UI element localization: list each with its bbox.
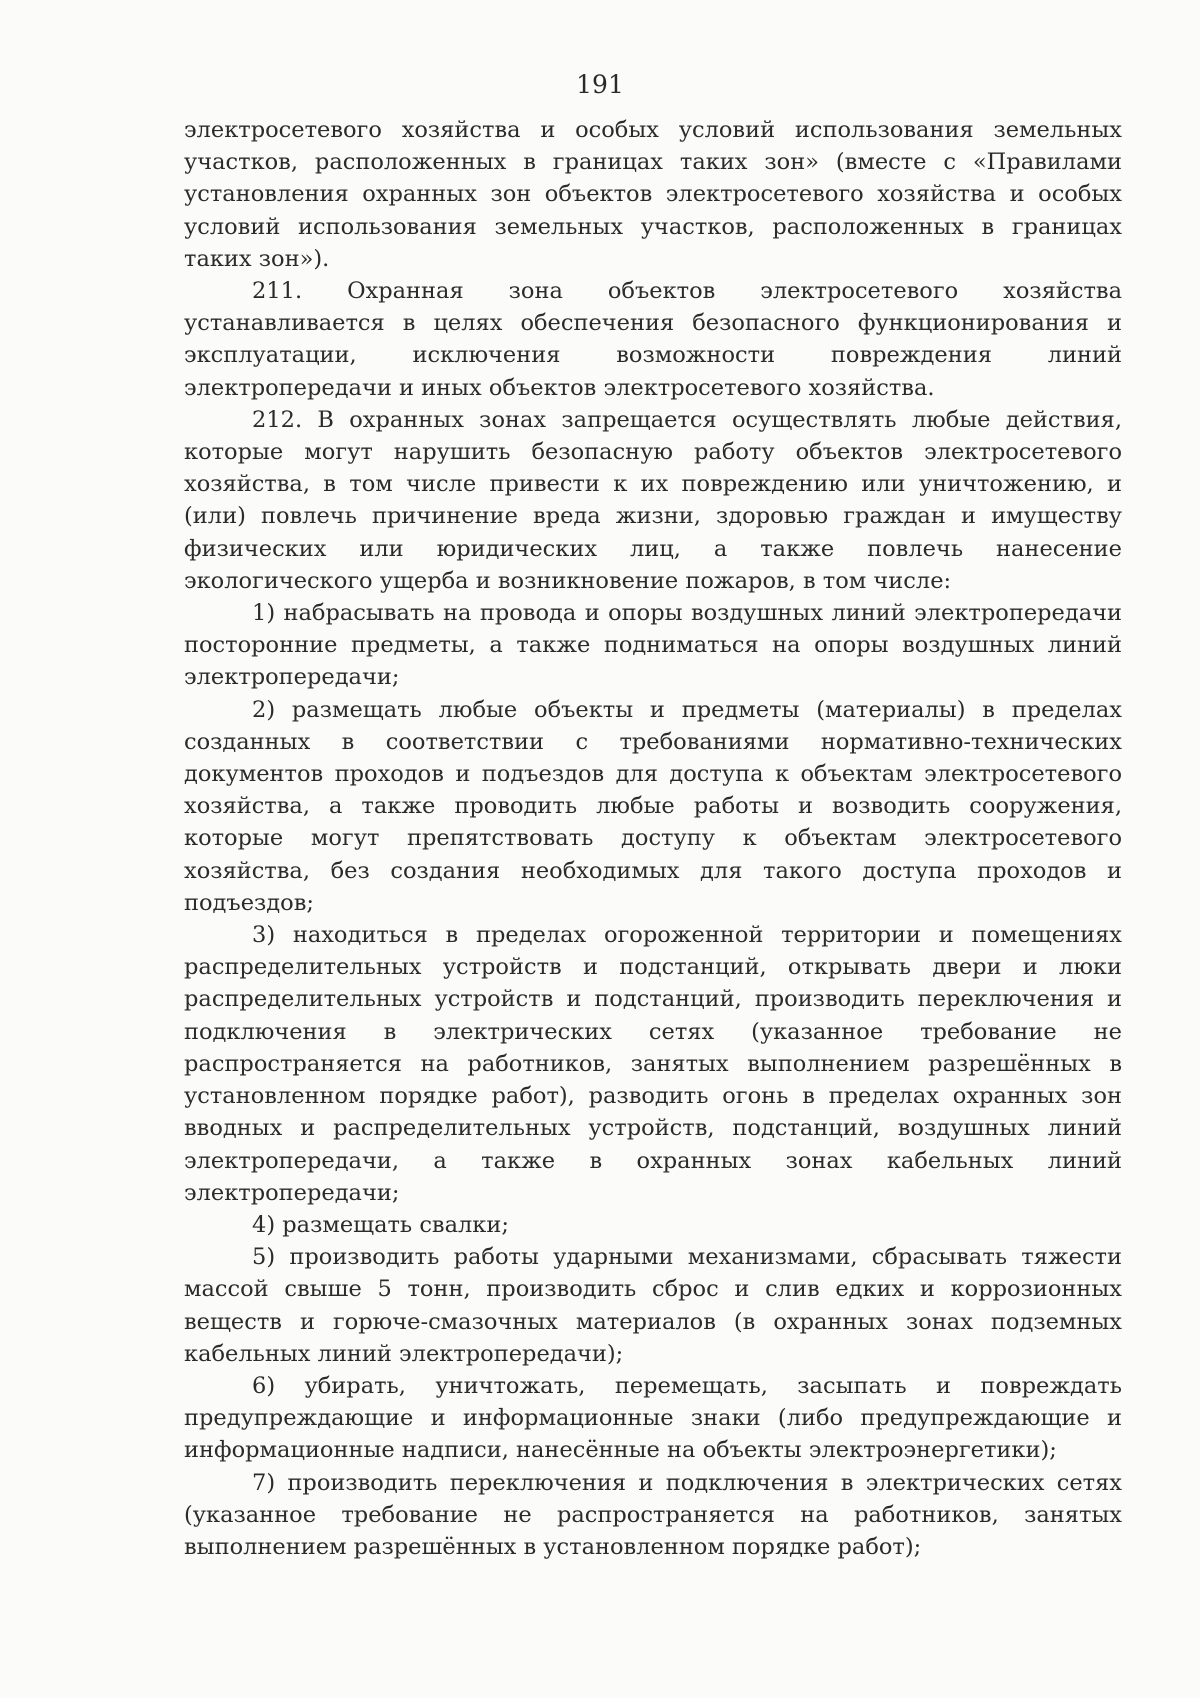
list-item-7: 7) производить переключения и подключения в электрических сетях (указанное требование не распространяется на работников, занятых выполнением разрешённых в установленном порядке работ); [184,1469,1122,1560]
list-item-6: 6) убирать, уничтожать, перемещать, засыпать и повреждать предупреждающие и информационные знаки (либо предупреждающие и информационные надписи, нанесённые на объекты электроэнергетики); [184,1372,1122,1464]
list-item-1: 1) набрасывать на провода и опоры воздушных линий электропередачи посторонние предметы, а также подниматься на опоры воздушных линий электропередачи; [184,600,1122,691]
document-body [184,114,1122,1563]
list-item-2: 2) размещать любые объекты и предметы (материалы) в пределах созданных в соответствии с требованиями нормативно-технических документов проходов и подъездов для доступа к объектам электросетевого хозяйства, а также проводить любые работы и возводить сооружения, которые могут препятствовать доступу к объектам электросетевого хозяйства, без создания необходимых для такого доступа проходов и подъездов; [184,696,1122,916]
paragraph-continuation: электросетевого хозяйства и особых условий использования земельных участков, расположенных в границах таких зон» (вместе с «Правилами установления охранных зон объектов электросетевого хозяйства и особых условий использования земельных участков, расположенных в границах таких зон»). [184,117,1122,272]
list-item-4: 4) размещать свалки; [252,1211,509,1238]
list-item-5: 5) производить работы ударными механизмами, сбрасывать тяжести массой свыше 5 тонн, производить сброс и слив едких и коррозионных веществ и горюче-смазочных материалов (в охранных зонах подземных кабельных линий электропередачи); [184,1244,1122,1367]
paragraph-212: 212. В охранных зонах запрещается осуществлять любые действия, которые могут нарушить безопасную работу объектов электросетевого хозяйства, в том числе привести к их повреждению или уничтожению, и (или) повлечь причинение вреда жизни, здоровью граждан и имуществу физических или юридических лиц, а также повлечь нанесение экологического ущерба и возникновение пожаров, в том числе: [184,406,1122,594]
paragraph-211: 211. Охранная зона объектов электросетевого хозяйства устанавливается в целях обеспечения безопасного функционирования и эксплуатации, исключения возможности повреждения линий электропередачи и иных объектов электросетевого хозяйства. [184,278,1122,401]
page-number: 191 [576,70,624,99]
list-item-3: 3) находиться в пределах огороженной территории и помещениях распределительных устройств и подстанций, открывать двери и люки распределительных устройств и подстанций, производить переключения и подключения в электрических сетях (указанное требование не распространяется на работников, занятых выполнением разрешённых в установленном порядке работ), разводить огонь в пределах охранных зон вводных и распределительных устройств, подстанций, воздушных линий электропередачи, а также в охранных зонах кабельных линий электропередачи; [184,922,1122,1206]
